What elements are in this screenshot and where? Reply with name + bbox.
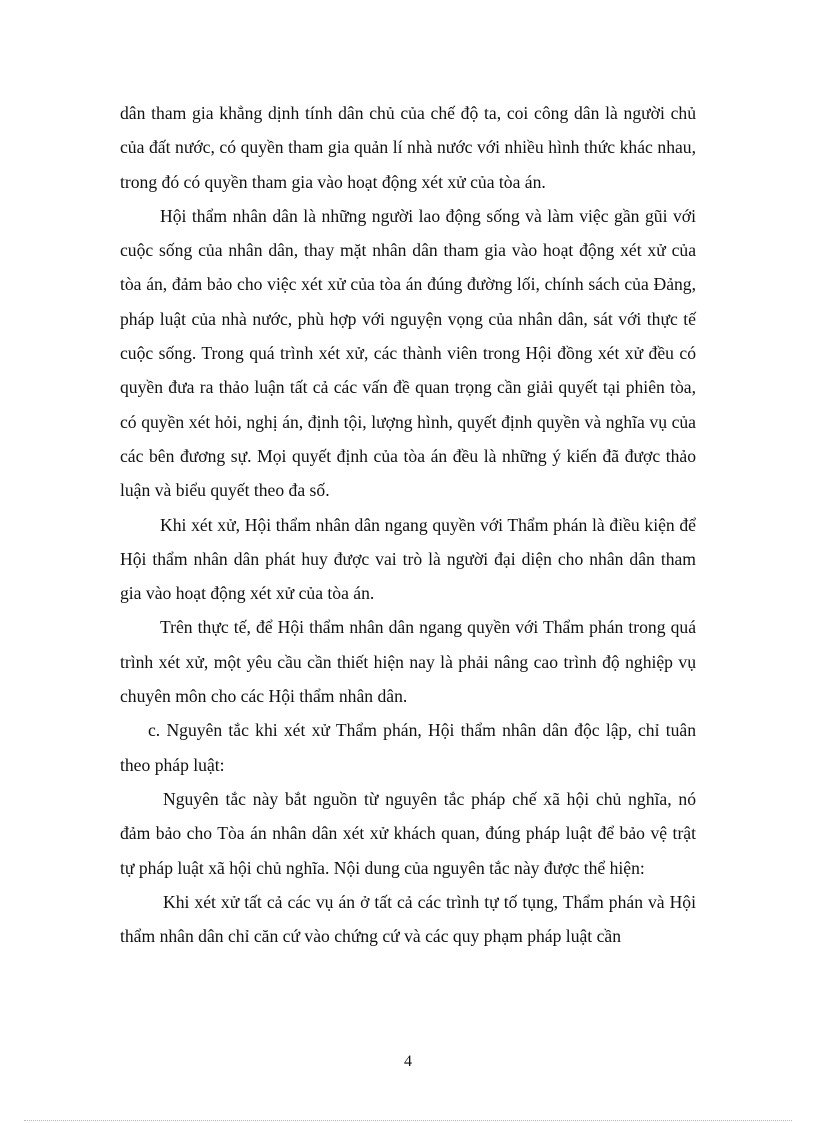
paragraph-in-practice: Trên thực tế, để Hội thẩm nhân dân ngang quyền với Thẩm phán trong quá trình xét xử, một yêu cầu cần thiết hiện nay là phải nâng cao trình độ nghiệp vụ chuyên môn cho các Hội thẩm nhân dân.	[120, 617, 696, 707]
paragraph-citizen-participation: dân tham gia khẳng dịnh tính dân chủ của chế độ ta, coi công dân là người chủ của đất nước, có quyền tham gia quản lí nhà nước với nhiều hình thức khác nhau, trong đó có quyền tham gia vào hoạt động xét xử của tòa án.	[120, 103, 696, 192]
paragraph-equal-rights: Khi xét xử, Hội thẩm nhân dân ngang quyền với Thẩm phán là điều kiện để Hội thẩm nhân dân phát huy được vai trò là người đại diện cho nhân dân tham gia vào hoạt động xét xử của tòa án.	[120, 514, 696, 604]
paragraph-people-assessors-role: Hội thẩm nhân dân là những người lao động sống và làm việc gần gũi với cuộc sống của nhân dân, thay mặt nhân dân tham gia vào hoạt động xét xử của tòa án, đảm bảo cho việc xét xử của tòa án đúng đường lối, chính sách của Đảng, pháp luật của nhà nước, phù hợp với nguyện vọng của nhân dân, sát với thực tế cuộc sống. Trong quá trình xét xử, các thành viên trong Hội đồng xét xử đều có quyền đưa ra thảo luận tất cả các vấn đề quan trọng cần giải quyết tại phiên tòa, có quyền xét hỏi, nghị án, định tội, lượng hình, quyết định quyền và nghĩa vụ của các bên đương sự. Mọi quyết định của tòa án đều là những ý kiến đã được thảo luận và biểu quyết theo đa số.	[120, 205, 696, 501]
document-body	[120, 96, 696, 953]
paragraph-adjudication-basis: Khi xét xử tất cả các vụ án ở tất cả các trình tự tố tụng, Thẩm phán và Hội thẩm nhân dân chỉ căn cứ vào chứng cứ và các quy phạm pháp luật cần	[120, 891, 696, 947]
page-bottom-divider	[24, 1120, 792, 1121]
section-heading-principle-c: c. Nguyên tắc khi xét xử Thẩm phán, Hội thẩm nhân dân độc lập, chỉ tuân theo pháp luật:	[120, 720, 696, 775]
page-number: 4	[404, 1053, 412, 1070]
paragraph-principle-origin: Nguyên tắc này bắt nguồn từ nguyên tắc pháp chế xã hội chủ nghĩa, nó đảm bảo cho Tòa án nhân dân xét xử khách quan, đúng pháp luật để bảo vệ trật tự pháp luật xã hội chủ nghĩa. Nội dung của nguyên tắc này được thể hiện:	[120, 788, 696, 878]
